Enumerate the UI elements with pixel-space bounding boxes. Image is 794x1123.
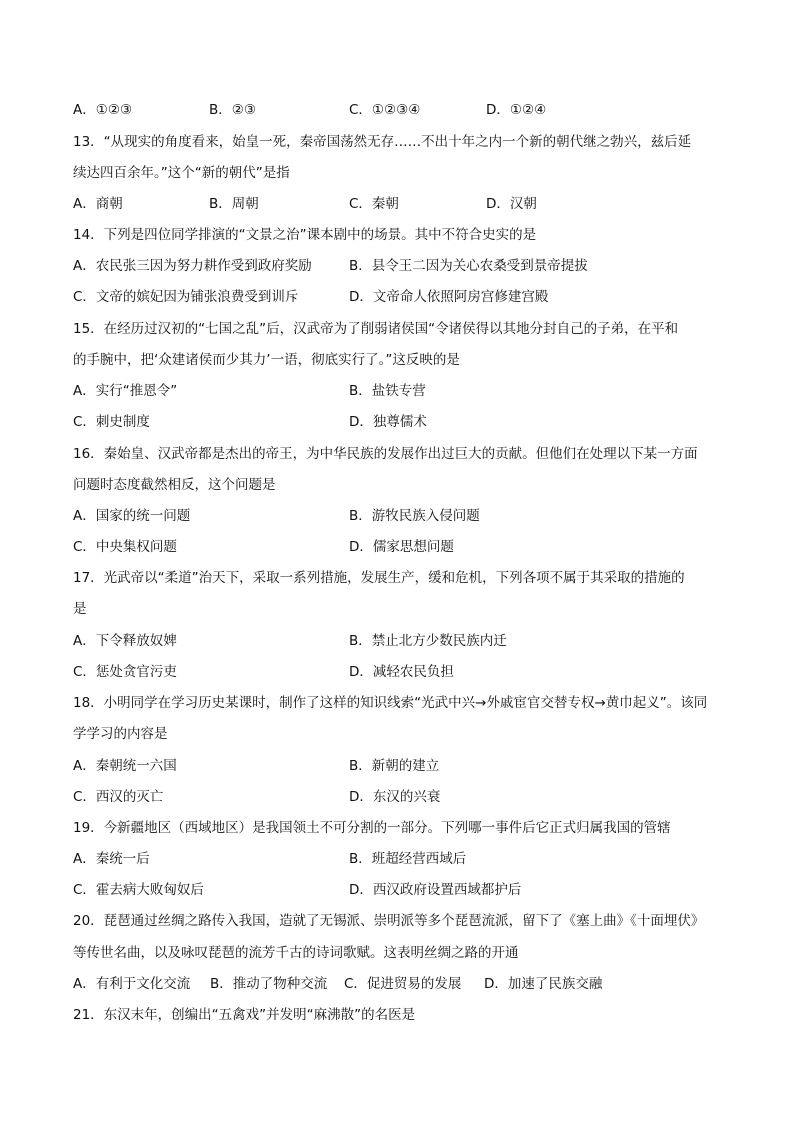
q17-option-c: C．惩处贪官污吏 bbox=[73, 664, 177, 680]
q14-option-d: D．文帝命人依照阿房宫修建宫殿 bbox=[349, 289, 549, 305]
q12-option-a: A．①②③ bbox=[73, 102, 133, 118]
q14-option-a: A．农民张三因为努力耕作受到政府奖励 bbox=[73, 258, 312, 274]
q14-option-b: B．县令王二因为关心农桑受到景帝提拔 bbox=[349, 258, 588, 274]
q15-option-d: D．独尊儒术 bbox=[349, 414, 427, 430]
q16-option-d: D．儒家思想问题 bbox=[349, 539, 454, 555]
q20-option-d: D．加速了民族交融 bbox=[484, 976, 603, 992]
q16-option-b: B．游牧民族入侵问题 bbox=[349, 508, 480, 524]
q16-option-a: A．国家的统一问题 bbox=[73, 508, 191, 524]
q15-option-a: A．实行“推恩令” bbox=[73, 383, 178, 399]
q18-stem-line-1: 18．小明同学在学习历史某课时，制作了这样的知识线索“光武中兴→外戚宦官交替专权→黄巾起义”。该同 bbox=[73, 695, 708, 711]
q19-stem-line-1: 19．今新疆地区（西域地区）是我国领土不可分割的一部分。下列哪一事件后它正式归属我国的管辖 bbox=[73, 820, 671, 836]
q14-option-c: C．文帝的嫔妃因为铺张浪费受到训斥 bbox=[73, 289, 299, 305]
q18-option-b: B．新朝的建立 bbox=[349, 758, 440, 774]
q13-option-d: D．汉朝 bbox=[486, 196, 537, 212]
q20-stem-line-2: 等传世名曲，以及咏叹琵琶的流芳千古的诗词歌赋。这表明丝绸之路的开通 bbox=[73, 945, 519, 961]
q18-stem-line-2: 学学习的内容是 bbox=[73, 726, 168, 742]
q20-option-a: A．有利于文化交流 bbox=[73, 976, 191, 992]
q21-stem-line-1: 21．东汉末年，创编出“五禽戏”并发明“麻沸散”的名医是 bbox=[73, 1007, 416, 1023]
q20-stem-line-1: 20．琵琶通过丝绸之路传入我国，造就了无锡派、崇明派等多个琵琶流派，留下了《塞上曲》《十面埋伏》 bbox=[73, 913, 705, 929]
q13-option-a: A．商朝 bbox=[73, 196, 123, 212]
q13-stem-line-2: 续达四百余年。”这个“新的朝代”是指 bbox=[73, 165, 290, 181]
q20-option-b: B．推动了物种交流 bbox=[210, 976, 328, 992]
q15-stem-line-2: 的手腕中，把‘众建诸侯而少其力’一语，彻底实行了。”这反映的是 bbox=[73, 352, 460, 368]
q15-option-b: B．盐铁专营 bbox=[349, 383, 426, 399]
q19-option-a: A．秦统一后 bbox=[73, 851, 150, 867]
q17-option-a: A．下令释放奴婢 bbox=[73, 633, 177, 649]
q17-stem-line-2: 是 bbox=[73, 601, 87, 617]
q15-stem-line-1: 15．在经历过汉初的“七国之乱”后，汉武帝为了削弱诸侯国“令诸侯得以其地分封自己的子弟，在平和 bbox=[73, 321, 679, 337]
q15-option-c: C．刺史制度 bbox=[73, 414, 150, 430]
q16-option-c: C．中央集权问题 bbox=[73, 539, 177, 555]
q19-option-d: D．西汉政府设置西域都护后 bbox=[349, 882, 522, 898]
q19-option-c: C．霍去病大败匈奴后 bbox=[73, 882, 204, 898]
q16-stem-line-2: 问题时态度截然相反，这个问题是 bbox=[73, 477, 276, 493]
q13-option-c: C．秦朝 bbox=[349, 196, 399, 212]
q12-option-c: C．①②③④ bbox=[349, 102, 421, 118]
q12-option-d: D．①②④ bbox=[486, 102, 547, 118]
q13-stem-line-1: 13．“从现实的角度看来，始皇一死，秦帝国荡然无存……不出十年之内一个新的朝代继之勃兴，兹后延 bbox=[73, 134, 692, 150]
q18-option-d: D．东汉的兴衰 bbox=[349, 789, 441, 805]
q18-option-c: C．西汉的灭亡 bbox=[73, 789, 164, 805]
q19-option-b: B．班超经营西域后 bbox=[349, 851, 467, 867]
q17-option-d: D．减轻农民负担 bbox=[349, 664, 454, 680]
q14-stem-line-1: 14．下列是四位同学排演的“文景之治”课本剧中的场景。其中不符合史实的是 bbox=[73, 227, 537, 243]
q12-option-b: B．②③ bbox=[209, 102, 256, 118]
q17-stem-line-1: 17．光武帝以“柔道”治天下，采取一系列措施，发展生产，缓和危机，下列各项不属于其采取的措施的 bbox=[73, 570, 685, 586]
q18-option-a: A．秦朝统一六国 bbox=[73, 758, 177, 774]
q16-stem-line-1: 16．秦始皇、汉武帝都是杰出的帝王，为中华民族的发展作出过巨大的贡献。但他们在处理以下某一方面 bbox=[73, 446, 698, 462]
q20-option-c: C．促进贸易的发展 bbox=[344, 976, 462, 992]
q13-option-b: B．周朝 bbox=[209, 196, 259, 212]
q17-option-b: B．禁止北方少数民族内迁 bbox=[349, 633, 507, 649]
